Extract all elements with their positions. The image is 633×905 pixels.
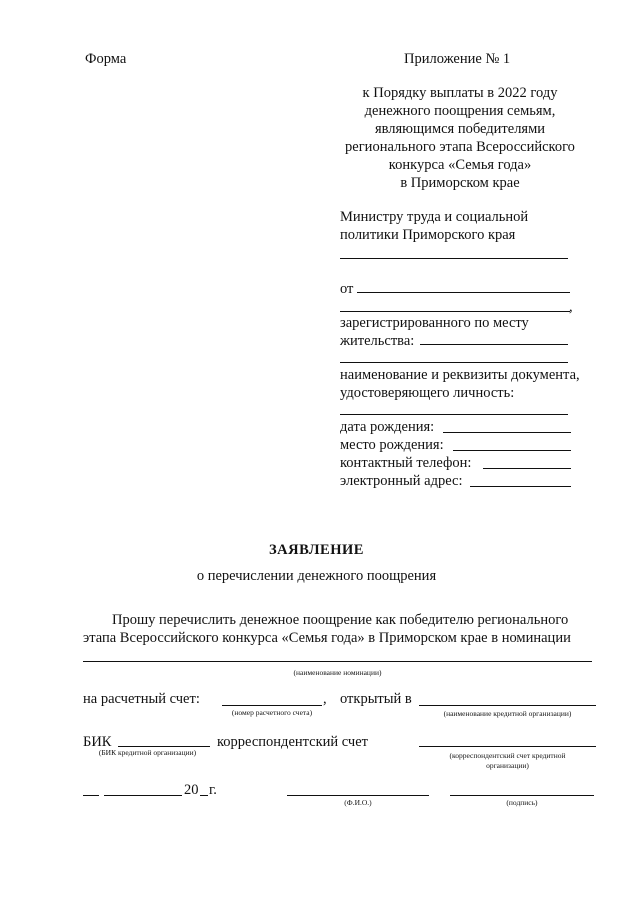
form-label: Форма bbox=[85, 51, 127, 67]
birth-date-field[interactable] bbox=[443, 432, 571, 433]
appendix-title: Приложение № 1 bbox=[404, 51, 511, 67]
statement-body-line-1: Прошу перечислить денежное поощрение как победителю регионального bbox=[112, 612, 569, 628]
fio-field[interactable] bbox=[287, 795, 429, 796]
from-label: от bbox=[340, 281, 354, 297]
registered-label-1: зарегистрированного по месту bbox=[340, 315, 529, 331]
appendix-line: регионального этапа Всероссийского bbox=[345, 139, 575, 155]
statement-subtitle: о перечислении денежного поощрения bbox=[196, 568, 437, 584]
comma: , bbox=[569, 299, 573, 315]
appendix-block bbox=[325, 84, 595, 192]
appendix-line: являющимся победителями bbox=[374, 121, 546, 137]
registered-label-2: жительства: bbox=[340, 333, 415, 349]
bik-field[interactable] bbox=[118, 746, 210, 747]
opened-label: открытый в bbox=[340, 691, 412, 707]
account-caption: (номер расчетного счета) bbox=[231, 708, 313, 717]
nomination-field[interactable] bbox=[83, 661, 592, 662]
addressee-line-1: Министру труда и социальной bbox=[340, 209, 529, 225]
date-year: 20 bbox=[184, 782, 199, 798]
bik-caption: (БИК кредитной организации) bbox=[98, 748, 197, 757]
nomination-caption: (наименование номинации) bbox=[293, 668, 382, 677]
phone-field[interactable] bbox=[483, 468, 571, 469]
fio-caption: (Ф.И.О.) bbox=[344, 798, 372, 807]
account-label: на расчетный счет: bbox=[83, 691, 200, 707]
appendix-line: к Порядку выплаты в 2022 году bbox=[362, 85, 558, 101]
statement-body-line-2: этапа Всероссийского конкурса «Семья года» в Приморском крае в номинации bbox=[83, 630, 571, 646]
bank-org-caption: (наименование кредитной организации) bbox=[443, 709, 572, 718]
birth-place-field[interactable] bbox=[453, 450, 571, 451]
appendix-line: денежного поощрения семьям, bbox=[364, 103, 556, 119]
document-field[interactable] bbox=[340, 414, 568, 415]
bank-org-field[interactable] bbox=[419, 705, 596, 706]
email-field[interactable] bbox=[470, 486, 571, 487]
account-comma: , bbox=[323, 691, 327, 707]
bik-label: БИК bbox=[83, 734, 112, 750]
signature-caption: (подпись) bbox=[506, 798, 538, 807]
document-label-2: удостоверяющего личность: bbox=[340, 385, 515, 401]
corr-account-label: корреспондентский счет bbox=[217, 734, 368, 750]
addressee-line-2: политики Приморского края bbox=[340, 227, 516, 243]
corr-account-field[interactable] bbox=[419, 746, 596, 747]
date-day-field[interactable] bbox=[83, 795, 99, 796]
phone-label: контактный телефон: bbox=[340, 455, 472, 471]
statement-title: ЗАЯВЛЕНИЕ bbox=[269, 542, 364, 558]
residence-field-2[interactable] bbox=[340, 362, 568, 363]
corr-account-caption-2: организации) bbox=[486, 761, 529, 770]
signature-field[interactable] bbox=[450, 795, 594, 796]
residence-field[interactable] bbox=[420, 344, 568, 345]
date-suffix: г. bbox=[209, 782, 217, 798]
addressee-blank-line[interactable] bbox=[340, 258, 568, 259]
from-name-field[interactable] bbox=[357, 292, 570, 293]
email-label: электронный адрес: bbox=[340, 473, 463, 489]
account-field[interactable] bbox=[222, 705, 322, 706]
birth-date-label: дата рождения: bbox=[340, 419, 435, 435]
from-name-field-2[interactable] bbox=[340, 311, 570, 312]
birth-place-label: место рождения: bbox=[340, 437, 444, 453]
document-label-1: наименование и реквизиты документа, bbox=[340, 367, 580, 383]
appendix-line: конкурса «Семья года» bbox=[388, 157, 532, 173]
appendix-line: в Приморском крае bbox=[400, 175, 520, 191]
corr-account-caption-1: (корреспондентский счет кредитной bbox=[449, 751, 566, 760]
date-year-field[interactable] bbox=[200, 795, 208, 796]
date-month-field[interactable] bbox=[104, 795, 182, 796]
